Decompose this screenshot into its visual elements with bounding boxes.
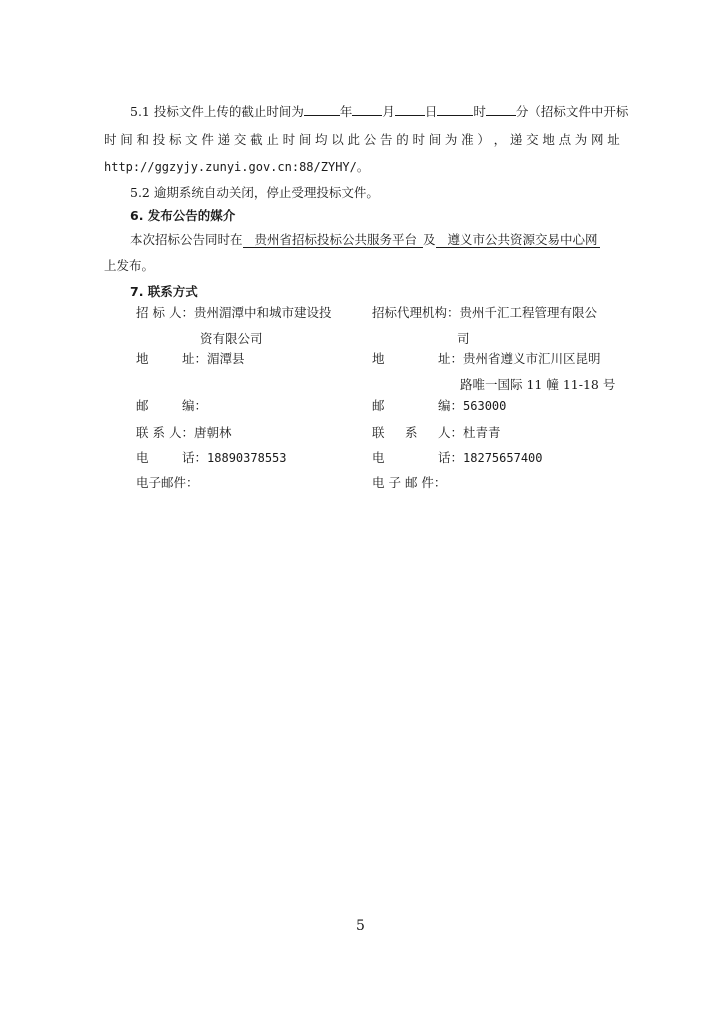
justified-char: 的	[396, 132, 409, 147]
agency-address-value: 贵州省遵义市汇川区昆明	[463, 351, 601, 366]
and-text: 及	[423, 232, 436, 247]
justified-char: ，	[493, 132, 507, 147]
agency-address-row	[372, 350, 601, 368]
media-prefix: 本次招标公告同时在	[130, 232, 243, 247]
minute-blank	[486, 102, 516, 116]
justified-char: 为	[444, 132, 458, 147]
paragraph-6-line-2: 上发布。	[104, 258, 155, 273]
tenderer-contact-value: 唐朝林	[193, 425, 232, 440]
agency-address-label-a: 地	[372, 351, 385, 366]
justified-char: 时	[412, 132, 425, 147]
justified-char: 间	[428, 132, 442, 147]
justified-char: 准	[461, 132, 474, 147]
justified-char: 投	[152, 132, 166, 147]
justified-char: 为	[574, 132, 588, 147]
agency-contact-label-c: 人：	[438, 425, 464, 440]
justified-char: 均	[315, 132, 328, 147]
tenderer-contact-row	[136, 424, 231, 442]
hour-blank	[437, 102, 473, 116]
justified-char: 时	[104, 132, 117, 147]
agency-postcode-row	[372, 397, 506, 415]
phone-label-a: 电	[136, 450, 149, 465]
hour-label: 时	[473, 104, 486, 119]
year-blank	[304, 102, 340, 116]
month-label: 月	[382, 104, 395, 119]
justified-char: ）	[477, 132, 490, 147]
agency-address-cont: 路唯一国际 11 幢 11-18 号	[460, 377, 616, 392]
address-label-b: 址：	[182, 351, 208, 366]
justified-char: 文	[185, 132, 198, 147]
agency-contact-label-a: 联	[372, 425, 385, 440]
submission-url: http://ggzyjy.zunyi.gov.cn:88/ZYHY/。	[104, 160, 369, 174]
tenderer-value: 贵州湄潭中和城市建设投	[193, 305, 332, 320]
year-label: 年	[339, 104, 353, 119]
justified-char: 间	[120, 132, 133, 147]
agency-contact-row	[372, 424, 501, 442]
justified-char: 告	[379, 132, 393, 147]
platform-1: 贵州省招标投标公共服务平台	[243, 232, 424, 248]
agency-label: 招标代理机构：	[372, 305, 460, 320]
paragraph-6	[130, 231, 600, 249]
agency-postcode-label-a: 邮	[372, 398, 385, 413]
justified-char: 递	[509, 132, 523, 147]
justified-char: 时	[282, 132, 296, 147]
tenderer-row	[136, 304, 331, 322]
justified-char: 交	[526, 132, 539, 147]
minute-label: 分（招标文件中开标	[515, 104, 629, 119]
agency-phone-row	[372, 449, 543, 467]
tenderer-postcode-row	[136, 397, 207, 415]
justified-char: 截	[250, 132, 263, 147]
justified-char: 止	[266, 132, 279, 147]
email-label: 电子邮件：	[136, 475, 199, 490]
agency-email-row: 电 子 邮 件：	[372, 475, 447, 490]
justified-char: 地	[542, 132, 555, 147]
justified-char: 公	[363, 132, 377, 147]
justified-char: 间	[298, 132, 312, 147]
tenderer-address-value: 湄潭县	[207, 351, 245, 366]
agency-address-label-b: 址：	[438, 351, 464, 366]
justified-char: 和	[136, 132, 149, 147]
address-label-a: 地	[136, 351, 149, 366]
justified-char: 点	[558, 132, 572, 147]
day-blank	[395, 102, 425, 116]
justified-char: 件	[201, 132, 214, 147]
tenderer-email-row	[136, 474, 199, 492]
agency-row	[372, 304, 597, 322]
justified-char: 标	[168, 132, 182, 147]
contact-label: 联 系 人：	[136, 425, 194, 440]
phone-label-b: 话：	[182, 450, 208, 465]
justified-char: 网	[591, 132, 604, 147]
postcode-label-a: 邮	[136, 398, 149, 413]
day-label: 日	[424, 104, 438, 119]
postcode-label-b: 编：	[182, 398, 208, 413]
tenderer-phone-row	[136, 449, 287, 467]
tenderer-value-cont: 资有限公司	[200, 331, 263, 346]
section-7-heading: 7. 联系方式	[130, 284, 198, 299]
deadline-prefix: 5.1 投标文件上传的截止时间为	[130, 104, 304, 119]
paragraph-5-1	[130, 102, 628, 121]
page-number: 5	[356, 918, 365, 934]
agency-phone-label-b: 话：	[438, 450, 464, 465]
agency-postcode-value: 563000	[463, 399, 507, 413]
justified-char: 交	[233, 132, 247, 147]
justified-char: 此	[347, 132, 361, 147]
month-blank	[352, 102, 382, 116]
paragraph-5-2: 5.2 逾期系统自动关闭，停止受理投标文件。	[130, 185, 379, 200]
paragraph-5-1-line-2	[104, 131, 620, 149]
tenderer-phone-value: 18890378553	[207, 451, 287, 465]
tenderer-address-row	[136, 350, 245, 368]
section-6-heading: 6. 发布公告的媒介	[130, 208, 236, 223]
agency-value: 贵州千汇工程管理有限公	[459, 305, 598, 320]
agency-value-cont: 司	[457, 331, 470, 346]
agency-postcode-label-b: 编：	[438, 398, 464, 413]
justified-char: 以	[331, 132, 344, 147]
agency-phone-value: 18275657400	[463, 451, 543, 465]
justified-char: 址	[607, 132, 620, 147]
tenderer-label: 招 标 人：	[136, 305, 194, 320]
agency-phone-label-a: 电	[372, 450, 385, 465]
justified-char: 递	[217, 132, 231, 147]
platform-2: 遵义市公共资源交易中心网	[436, 232, 600, 248]
agency-contact-label-b: 系	[405, 425, 418, 440]
agency-contact-value: 杜青青	[463, 425, 501, 440]
